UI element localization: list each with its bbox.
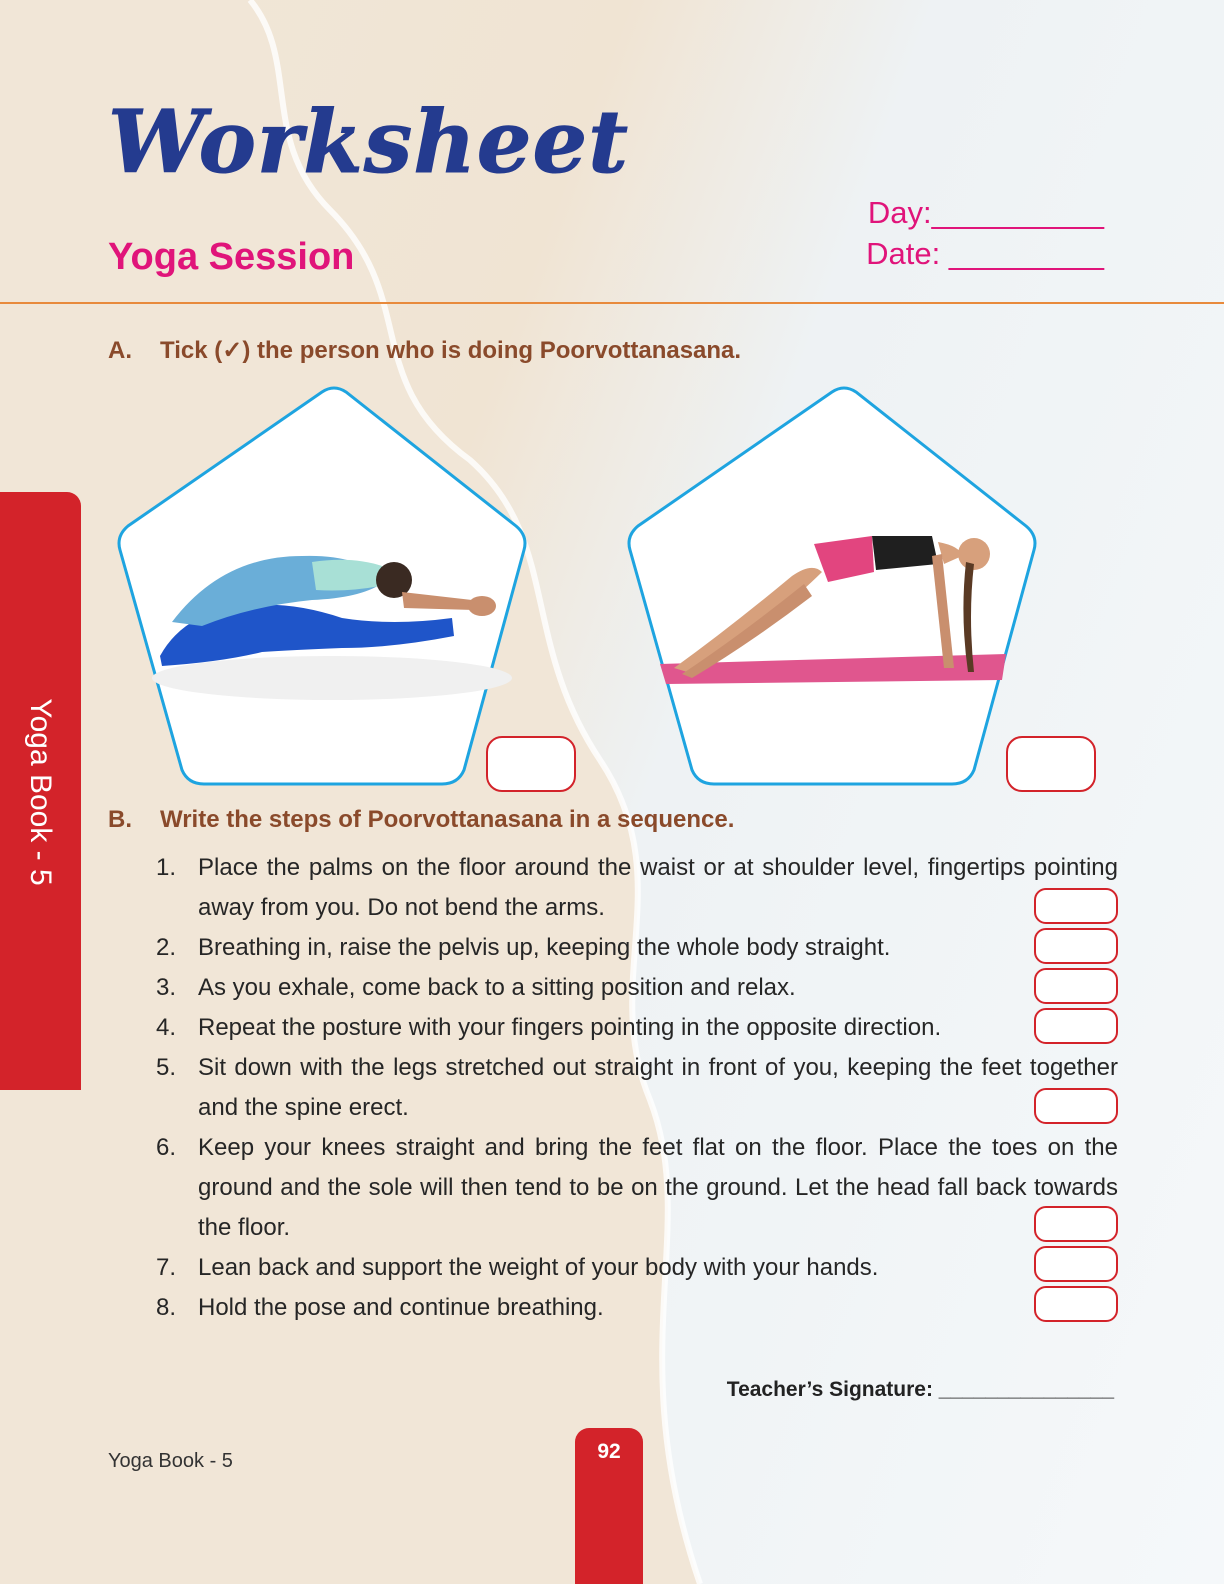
side-tab — [0, 492, 81, 1090]
list-item — [108, 1048, 1118, 1128]
page-title: Worksheet — [108, 92, 629, 193]
pose-image-backbend — [622, 386, 1042, 788]
step-text: Place the palms on the floor around the waist or at shoulder level, fingertips pointing away from you. Do not bend the arms. — [198, 854, 1118, 921]
order-box-step-3[interactable] — [1034, 968, 1118, 1004]
teacher-signature-field[interactable]: Teacher’s Signature: _______________ — [726, 1378, 1114, 1401]
order-box-step-1[interactable] — [1034, 888, 1118, 924]
list-item — [108, 968, 1118, 1008]
order-box-step-2[interactable] — [1034, 928, 1118, 964]
list-item — [108, 1128, 1118, 1248]
question-b-text: Write the steps of Poorvottanasana in a sequence. — [160, 806, 735, 833]
pose-image-forward-bend — [112, 386, 532, 788]
order-box-step-6[interactable] — [1034, 1206, 1118, 1242]
step-text: Repeat the posture with your fingers pointing in the opposite direction. — [198, 1014, 942, 1041]
step-number: 1. — [155, 854, 176, 881]
order-box-step-5[interactable] — [1034, 1088, 1118, 1124]
step-text: Lean back and support the weight of your body with your hands. — [198, 1254, 879, 1281]
header-divider — [0, 302, 1224, 304]
tick-box-pose-1[interactable] — [486, 736, 576, 792]
question-b-heading — [108, 806, 734, 834]
step-text: As you exhale, come back to a sitting position and relax. — [198, 974, 796, 1001]
order-box-step-7[interactable] — [1034, 1246, 1118, 1282]
step-text: Breathing in, raise the pelvis up, keeping the whole body straight. — [198, 934, 891, 961]
step-number: 2. — [155, 934, 176, 961]
step-number: 4. — [155, 1014, 176, 1041]
side-tab-label: Yoga Book - 5 — [24, 698, 57, 886]
page-subtitle: Yoga Session — [108, 236, 355, 278]
step-number: 5. — [155, 1054, 176, 1081]
question-a-text: Tick (✓) the person who is doing Poorvottanasana. — [160, 337, 742, 364]
question-a-letter: A. — [108, 337, 132, 364]
step-number: 3. — [155, 974, 176, 1001]
tick-box-pose-2[interactable] — [1006, 736, 1096, 792]
step-number: 6. — [155, 1134, 176, 1161]
list-item — [108, 928, 1118, 968]
steps-list — [108, 848, 1118, 1328]
question-b-letter: B. — [108, 806, 132, 833]
day-date-block — [866, 192, 1104, 274]
step-text: Hold the pose and continue breathing. — [198, 1294, 604, 1321]
list-item — [108, 848, 1118, 928]
date-field[interactable]: Date: _________ — [866, 236, 1104, 271]
step-text: Sit down with the legs stretched out straight in front of you, keeping the feet together and the spine erect. — [198, 1054, 1118, 1121]
order-box-step-8[interactable] — [1034, 1286, 1118, 1322]
question-a-heading — [108, 336, 741, 365]
list-item — [108, 1288, 1118, 1328]
list-item — [108, 1008, 1118, 1048]
step-text: Keep your knees straight and bring the feet flat on the floor. Place the toes on the ground and the sole will then tend to be on the ground. Let the head fall back towards the floor. — [198, 1134, 1118, 1241]
order-box-step-4[interactable] — [1034, 1008, 1118, 1044]
list-item — [108, 1248, 1118, 1288]
day-field[interactable]: Day:__________ — [867, 195, 1104, 230]
page-number: 92 — [575, 1428, 643, 1584]
step-number: 7. — [155, 1254, 176, 1281]
step-number: 8. — [155, 1294, 176, 1321]
footer-book-label: Yoga Book - 5 — [108, 1450, 233, 1472]
